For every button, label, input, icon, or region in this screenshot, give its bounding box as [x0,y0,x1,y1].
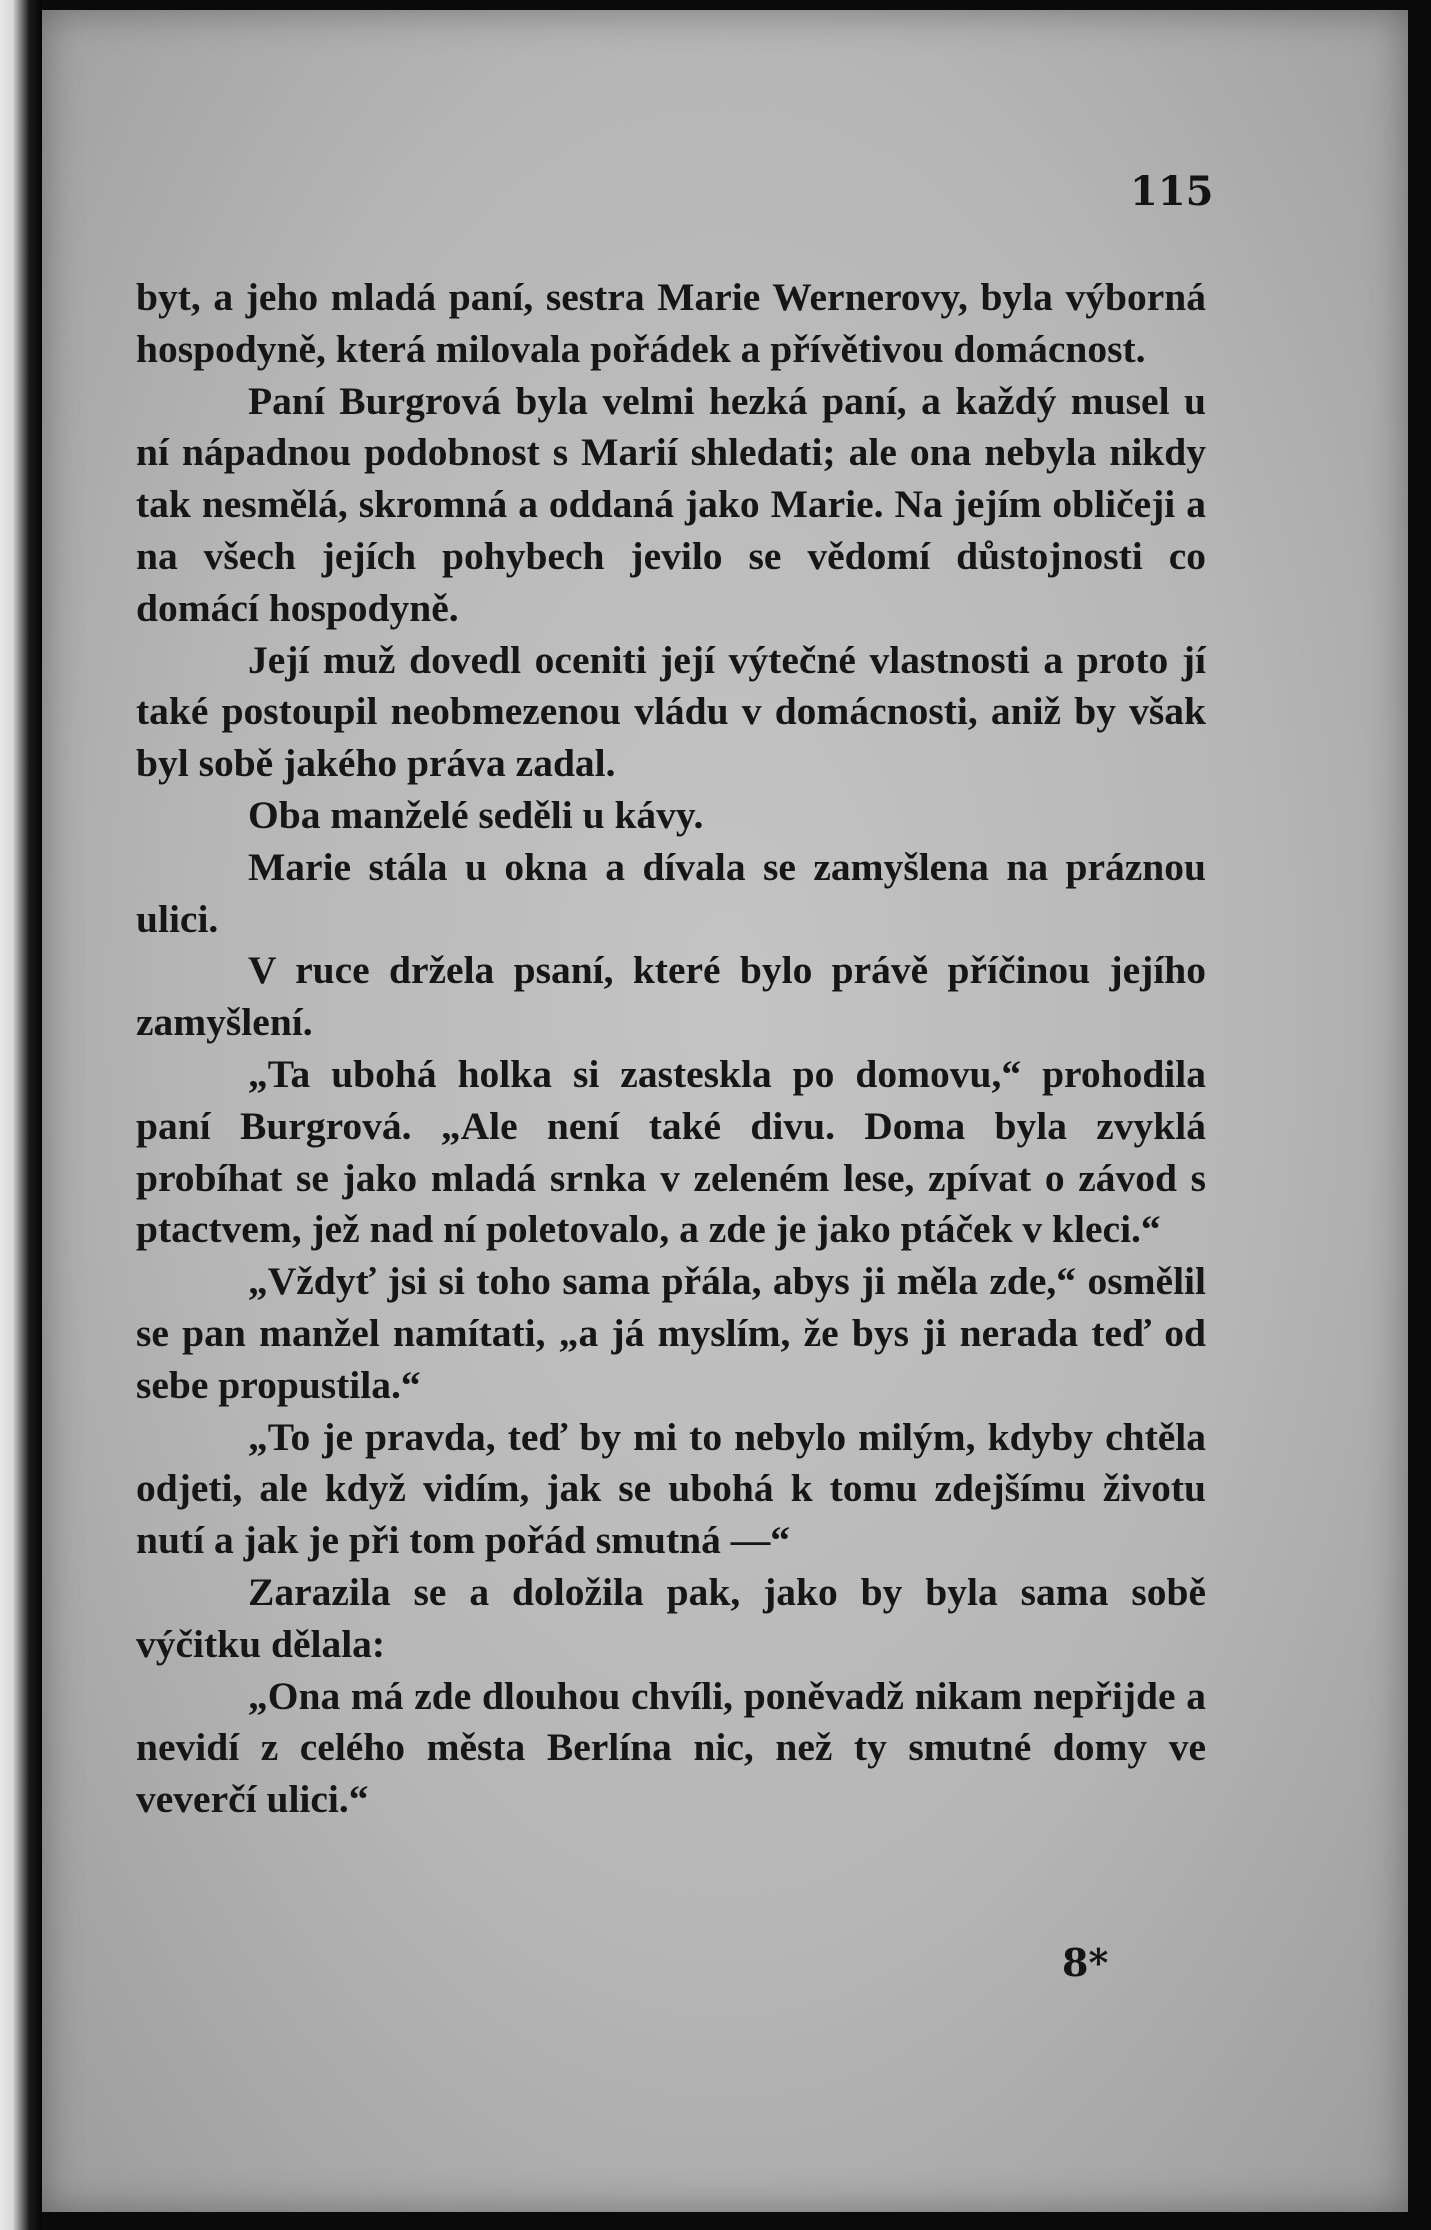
book-gutter [0,0,42,2230]
paragraph-1: byt, a jeho mladá paní, sestra Marie Wernerovy, byla výborná hospodyně, která milovala pořádek a přívětivou domácnost. [136,275,1206,371]
page-number: 115 [1130,168,1214,215]
paragraph-11: „Ona má zde dlouhou chvíli, poněvadž nikam nepřijde a nevidí z celého města Berlína nic, než ty smutné domy ve veverčí ulici.“ [136,1673,1206,1822]
paragraph-7: „Ta ubohá holka si zasteskla po domovu,“ prohodila paní Burgrová. „Ale není také divu. Doma byla zvyklá probíhat se jako mladá srnka v zeleném lese, zpívat o závod s ptactvem, jež nad ní poletovalo, a zde je jako ptáček v kleci.“ [136,1051,1206,1252]
paragraph-2: Paní Burgrová byla velmi hezká paní, a každý musel u ní nápadnou podobnost s Marií shledati; ale ona nebyla nikdy tak nesmělá, skromná a oddaná jako Marie. Na jejím obličeji a na všech jejích pohybech jevilo se vědomí důstojnosti co domácí hospodyně. [136,378,1206,630]
paragraph-3: Její muž dovedl oceniti její výtečné vlastnosti a proto jí také postoupil neobmezenou vládu v domácnosti, aniž by však byl sobě jakého práva zadal. [136,637,1206,786]
printer-signature-mark: 8* [1062,1940,1109,1985]
paragraph-4: Oba manželé seděli u kávy. [248,792,704,837]
paragraph-6: V ruce držela psaní, které bylo právě příčinou jejího zamyšlení. [136,948,1206,1045]
paragraph-10: Zarazila se a doložila pak, jako by byla sama sobě výčitku dělala: [136,1569,1206,1666]
paragraph-9: „To je pravda, teď by mi to nebylo milým, kdyby chtěla odjeti, ale když vidím, jak se ubohá k tomu zdejšímu životu nutí a jak je při tom pořád smutná —“ [136,1414,1206,1563]
paragraph-5: Marie stála u okna a dívala se zamyšlena na práznou ulici. [136,844,1206,941]
paragraph-8: „Vždyť jsi si toho sama přála, abys ji měla zde,“ osmělil se pan manžel namítati, „a já myslím, že bys ji nerada teď od sebe propustila.“ [136,1259,1206,1407]
body-text [136,272,1206,1826]
